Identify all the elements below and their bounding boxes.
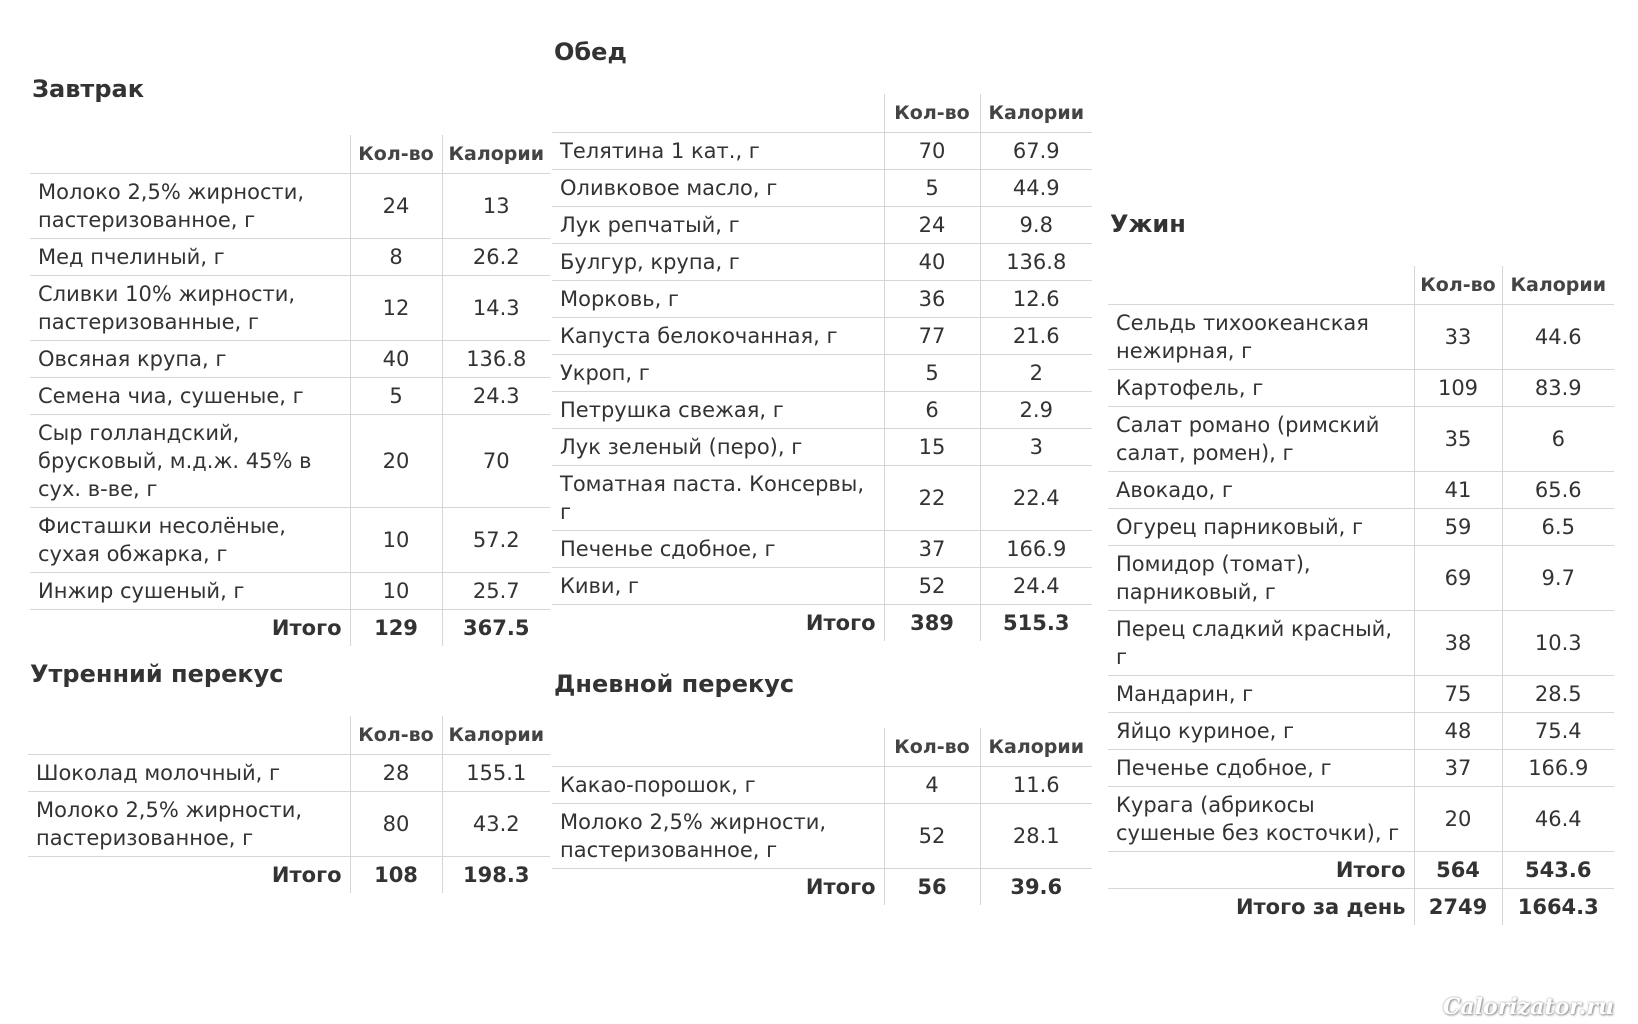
food-name: Укроп, г — [552, 355, 884, 392]
breakfast-title: Завтрак — [32, 75, 145, 103]
food-calories: 65.6 — [1502, 472, 1614, 509]
food-qty: 22 — [884, 466, 980, 531]
food-name: Телятина 1 кат., г — [552, 133, 884, 170]
table-row — [552, 392, 1092, 429]
total-calories: 39.6 — [980, 869, 1092, 906]
food-name: Какао-порошок, г — [552, 767, 884, 804]
food-name: Салат романо (римский салат, ромен), г — [1108, 407, 1414, 472]
food-calories: 75.4 — [1502, 713, 1614, 750]
food-calories: 9.7 — [1502, 546, 1614, 611]
day-total-label: Итого за день — [1235, 895, 1406, 919]
header-row — [552, 94, 1092, 133]
total-label: Итого — [805, 875, 876, 899]
food-calories: 26.2 — [442, 239, 550, 276]
food-qty: 10 — [350, 573, 442, 610]
total-qty: 389 — [884, 605, 980, 642]
food-name: Киви, г — [552, 568, 884, 605]
food-name: Томатная паста. Консервы, г — [552, 466, 884, 531]
header-qty: Кол-во — [350, 135, 442, 174]
food-calories: 28.1 — [980, 804, 1092, 869]
food-calories: 25.7 — [442, 573, 550, 610]
total-label: Итого — [805, 611, 876, 635]
total-qty: 108 — [350, 857, 442, 894]
table-row — [30, 573, 550, 610]
food-calories: 43.2 — [442, 792, 550, 857]
table-row — [28, 755, 550, 792]
total-calories: 367.5 — [442, 610, 550, 647]
food-calories: 10.3 — [1502, 611, 1614, 676]
food-qty: 41 — [1414, 472, 1502, 509]
total-calories: 543.6 — [1502, 852, 1614, 889]
food-qty: 15 — [884, 429, 980, 466]
table-row — [1108, 407, 1614, 472]
food-calories: 57.2 — [442, 508, 550, 573]
table-row — [1108, 472, 1614, 509]
food-qty: 40 — [350, 341, 442, 378]
food-qty: 40 — [884, 244, 980, 281]
header-name — [28, 716, 350, 755]
food-name: Мед пчелиный, г — [30, 239, 350, 276]
total-calories: 515.3 — [980, 605, 1092, 642]
food-qty: 24 — [884, 207, 980, 244]
table-row — [1108, 787, 1614, 852]
food-calories: 2 — [980, 355, 1092, 392]
total-row — [1108, 852, 1614, 889]
food-name: Авокадо, г — [1108, 472, 1414, 509]
food-qty: 5 — [884, 170, 980, 207]
food-calories: 3 — [980, 429, 1092, 466]
table-row — [552, 318, 1092, 355]
table-row — [28, 792, 550, 857]
header-name — [30, 135, 350, 174]
day-total-calories: 1664.3 — [1502, 889, 1614, 926]
food-name: Капуста белокочанная, г — [552, 318, 884, 355]
header-name — [552, 94, 884, 133]
header-calories: Калории — [442, 135, 550, 174]
lunch-table — [552, 94, 1092, 641]
food-qty: 20 — [350, 415, 442, 508]
food-qty: 28 — [350, 755, 442, 792]
food-calories: 67.9 — [980, 133, 1092, 170]
dinner-table — [1108, 266, 1614, 925]
morning-snack-table — [28, 716, 550, 893]
food-calories: 28.5 — [1502, 676, 1614, 713]
breakfast-table — [30, 135, 550, 646]
food-qty: 37 — [884, 531, 980, 568]
food-calories: 6.5 — [1502, 509, 1614, 546]
food-name: Молоко 2,5% жирности, пастеризованное, г — [552, 804, 884, 869]
food-calories: 22.4 — [980, 466, 1092, 531]
table-row — [1108, 676, 1614, 713]
food-qty: 109 — [1414, 370, 1502, 407]
food-name: Сливки 10% жирности, пастеризованные, г — [30, 276, 350, 341]
food-qty: 36 — [884, 281, 980, 318]
total-row — [552, 869, 1092, 906]
food-name: Молоко 2,5% жирности, пастеризованное, г — [30, 174, 350, 239]
total-qty: 129 — [350, 610, 442, 647]
food-calories: 136.8 — [980, 244, 1092, 281]
table-row — [30, 174, 550, 239]
food-name: Молоко 2,5% жирности, пастеризованное, г — [28, 792, 350, 857]
food-calories: 166.9 — [1502, 750, 1614, 787]
food-calories: 13 — [442, 174, 550, 239]
food-qty: 37 — [1414, 750, 1502, 787]
food-calories: 136.8 — [442, 341, 550, 378]
total-calories: 198.3 — [442, 857, 550, 894]
table-row — [30, 276, 550, 341]
food-name: Печенье сдобное, г — [552, 531, 884, 568]
food-name: Печенье сдобное, г — [1108, 750, 1414, 787]
day-total-qty: 2749 — [1414, 889, 1502, 926]
afternoon-snack-title: Дневной перекус — [554, 670, 795, 698]
food-name: Яйцо куриное, г — [1108, 713, 1414, 750]
food-qty: 12 — [350, 276, 442, 341]
total-qty: 56 — [884, 869, 980, 906]
food-name: Семена чиа, сушеные, г — [30, 378, 350, 415]
total-row — [28, 857, 550, 894]
table-row — [30, 239, 550, 276]
total-qty: 564 — [1414, 852, 1502, 889]
food-calories: 46.4 — [1502, 787, 1614, 852]
food-qty: 4 — [884, 767, 980, 804]
header-row — [30, 135, 550, 174]
food-name: Булгур, крупа, г — [552, 244, 884, 281]
food-qty: 80 — [350, 792, 442, 857]
food-qty: 6 — [884, 392, 980, 429]
header-row — [552, 728, 1092, 767]
food-calories: 155.1 — [442, 755, 550, 792]
table-row — [1108, 305, 1614, 370]
food-name: Петрушка свежая, г — [552, 392, 884, 429]
food-qty: 8 — [350, 239, 442, 276]
food-qty: 5 — [350, 378, 442, 415]
food-qty: 77 — [884, 318, 980, 355]
food-name: Оливковое масло, г — [552, 170, 884, 207]
header-qty: Кол-во — [1414, 266, 1502, 305]
table-row — [552, 466, 1092, 531]
morning-snack-title: Утренний перекус — [30, 660, 284, 688]
food-name: Огурец парниковый, г — [1108, 509, 1414, 546]
table-row — [1108, 370, 1614, 407]
food-calories: 11.6 — [980, 767, 1092, 804]
food-qty: 24 — [350, 174, 442, 239]
header-qty: Кол-во — [884, 728, 980, 767]
total-row — [30, 610, 550, 647]
header-qty: Кол-во — [884, 94, 980, 133]
header-calories: Калории — [980, 728, 1092, 767]
food-qty: 70 — [884, 133, 980, 170]
food-calories: 14.3 — [442, 276, 550, 341]
food-calories: 44.6 — [1502, 305, 1614, 370]
header-calories: Калории — [980, 94, 1092, 133]
header-calories: Калории — [1502, 266, 1614, 305]
food-name: Картофель, г — [1108, 370, 1414, 407]
food-calories: 70 — [442, 415, 550, 508]
food-name: Овсяная крупа, г — [30, 341, 350, 378]
total-label: Итого — [1108, 852, 1414, 889]
food-qty: 52 — [884, 568, 980, 605]
food-calories: 21.6 — [980, 318, 1092, 355]
total-label: Итого — [271, 863, 342, 887]
food-qty: 20 — [1414, 787, 1502, 852]
food-qty: 75 — [1414, 676, 1502, 713]
table-row — [1108, 611, 1614, 676]
food-calories: 2.9 — [980, 392, 1092, 429]
table-row — [1108, 750, 1614, 787]
table-row — [552, 170, 1092, 207]
header-name — [552, 728, 884, 767]
table-row — [552, 767, 1092, 804]
total-row — [552, 605, 1092, 642]
food-name: Шоколад молочный, г — [28, 755, 350, 792]
table-row — [1108, 509, 1614, 546]
food-calories: 24.4 — [980, 568, 1092, 605]
afternoon-snack-table — [552, 728, 1092, 905]
food-qty: 69 — [1414, 546, 1502, 611]
table-row — [552, 281, 1092, 318]
food-name: Мандарин, г — [1108, 676, 1414, 713]
table-row — [552, 355, 1092, 392]
food-name: Морковь, г — [552, 281, 884, 318]
food-qty: 5 — [884, 355, 980, 392]
header-name — [1108, 266, 1414, 305]
food-qty: 35 — [1414, 407, 1502, 472]
header-calories: Калории — [442, 716, 550, 755]
table-row — [552, 429, 1092, 466]
food-name: Инжир сушеный, г — [30, 573, 350, 610]
table-row — [30, 415, 550, 508]
table-row — [552, 207, 1092, 244]
food-qty: 33 — [1414, 305, 1502, 370]
food-calories: 12.6 — [980, 281, 1092, 318]
food-calories: 6 — [1502, 407, 1614, 472]
table-row — [552, 568, 1092, 605]
food-calories: 9.8 — [980, 207, 1092, 244]
table-row — [552, 244, 1092, 281]
header-qty: Кол-во — [350, 716, 442, 755]
lunch-title: Обед — [554, 38, 627, 66]
food-name: Фисташки несолёные, сухая обжарка, г — [30, 508, 350, 573]
table-row — [1108, 546, 1614, 611]
food-name: Курага (абрикосы сушеные без косточки), г — [1108, 787, 1414, 852]
watermark-logo: Calorizator.ru — [1442, 994, 1614, 1020]
food-qty: 38 — [1414, 611, 1502, 676]
food-name: Сельдь тихоокеанская нежирная, г — [1108, 305, 1414, 370]
table-row — [30, 378, 550, 415]
table-row — [552, 804, 1092, 869]
food-name: Помидор (томат), парниковый, г — [1108, 546, 1414, 611]
food-qty: 48 — [1414, 713, 1502, 750]
header-row — [28, 716, 550, 755]
dinner-title: Ужин — [1110, 210, 1186, 238]
food-name: Сыр голландский, брусковый, м.д.ж. 45% в сух. в-ве, г — [30, 415, 350, 508]
table-row — [552, 133, 1092, 170]
header-row — [1108, 266, 1614, 305]
food-name: Лук репчатый, г — [552, 207, 884, 244]
table-row — [552, 531, 1092, 568]
food-qty: 10 — [350, 508, 442, 573]
total-label: Итого — [271, 616, 342, 640]
food-calories: 24.3 — [442, 378, 550, 415]
food-calories: 166.9 — [980, 531, 1092, 568]
table-row — [30, 508, 550, 573]
food-calories: 83.9 — [1502, 370, 1614, 407]
food-qty: 59 — [1414, 509, 1502, 546]
table-row — [1108, 713, 1614, 750]
food-name: Лук зеленый (перо), г — [552, 429, 884, 466]
day-total-row — [1108, 889, 1614, 926]
food-calories: 44.9 — [980, 170, 1092, 207]
table-row — [30, 341, 550, 378]
food-qty: 52 — [884, 804, 980, 869]
food-name: Перец сладкий красный, г — [1108, 611, 1414, 676]
